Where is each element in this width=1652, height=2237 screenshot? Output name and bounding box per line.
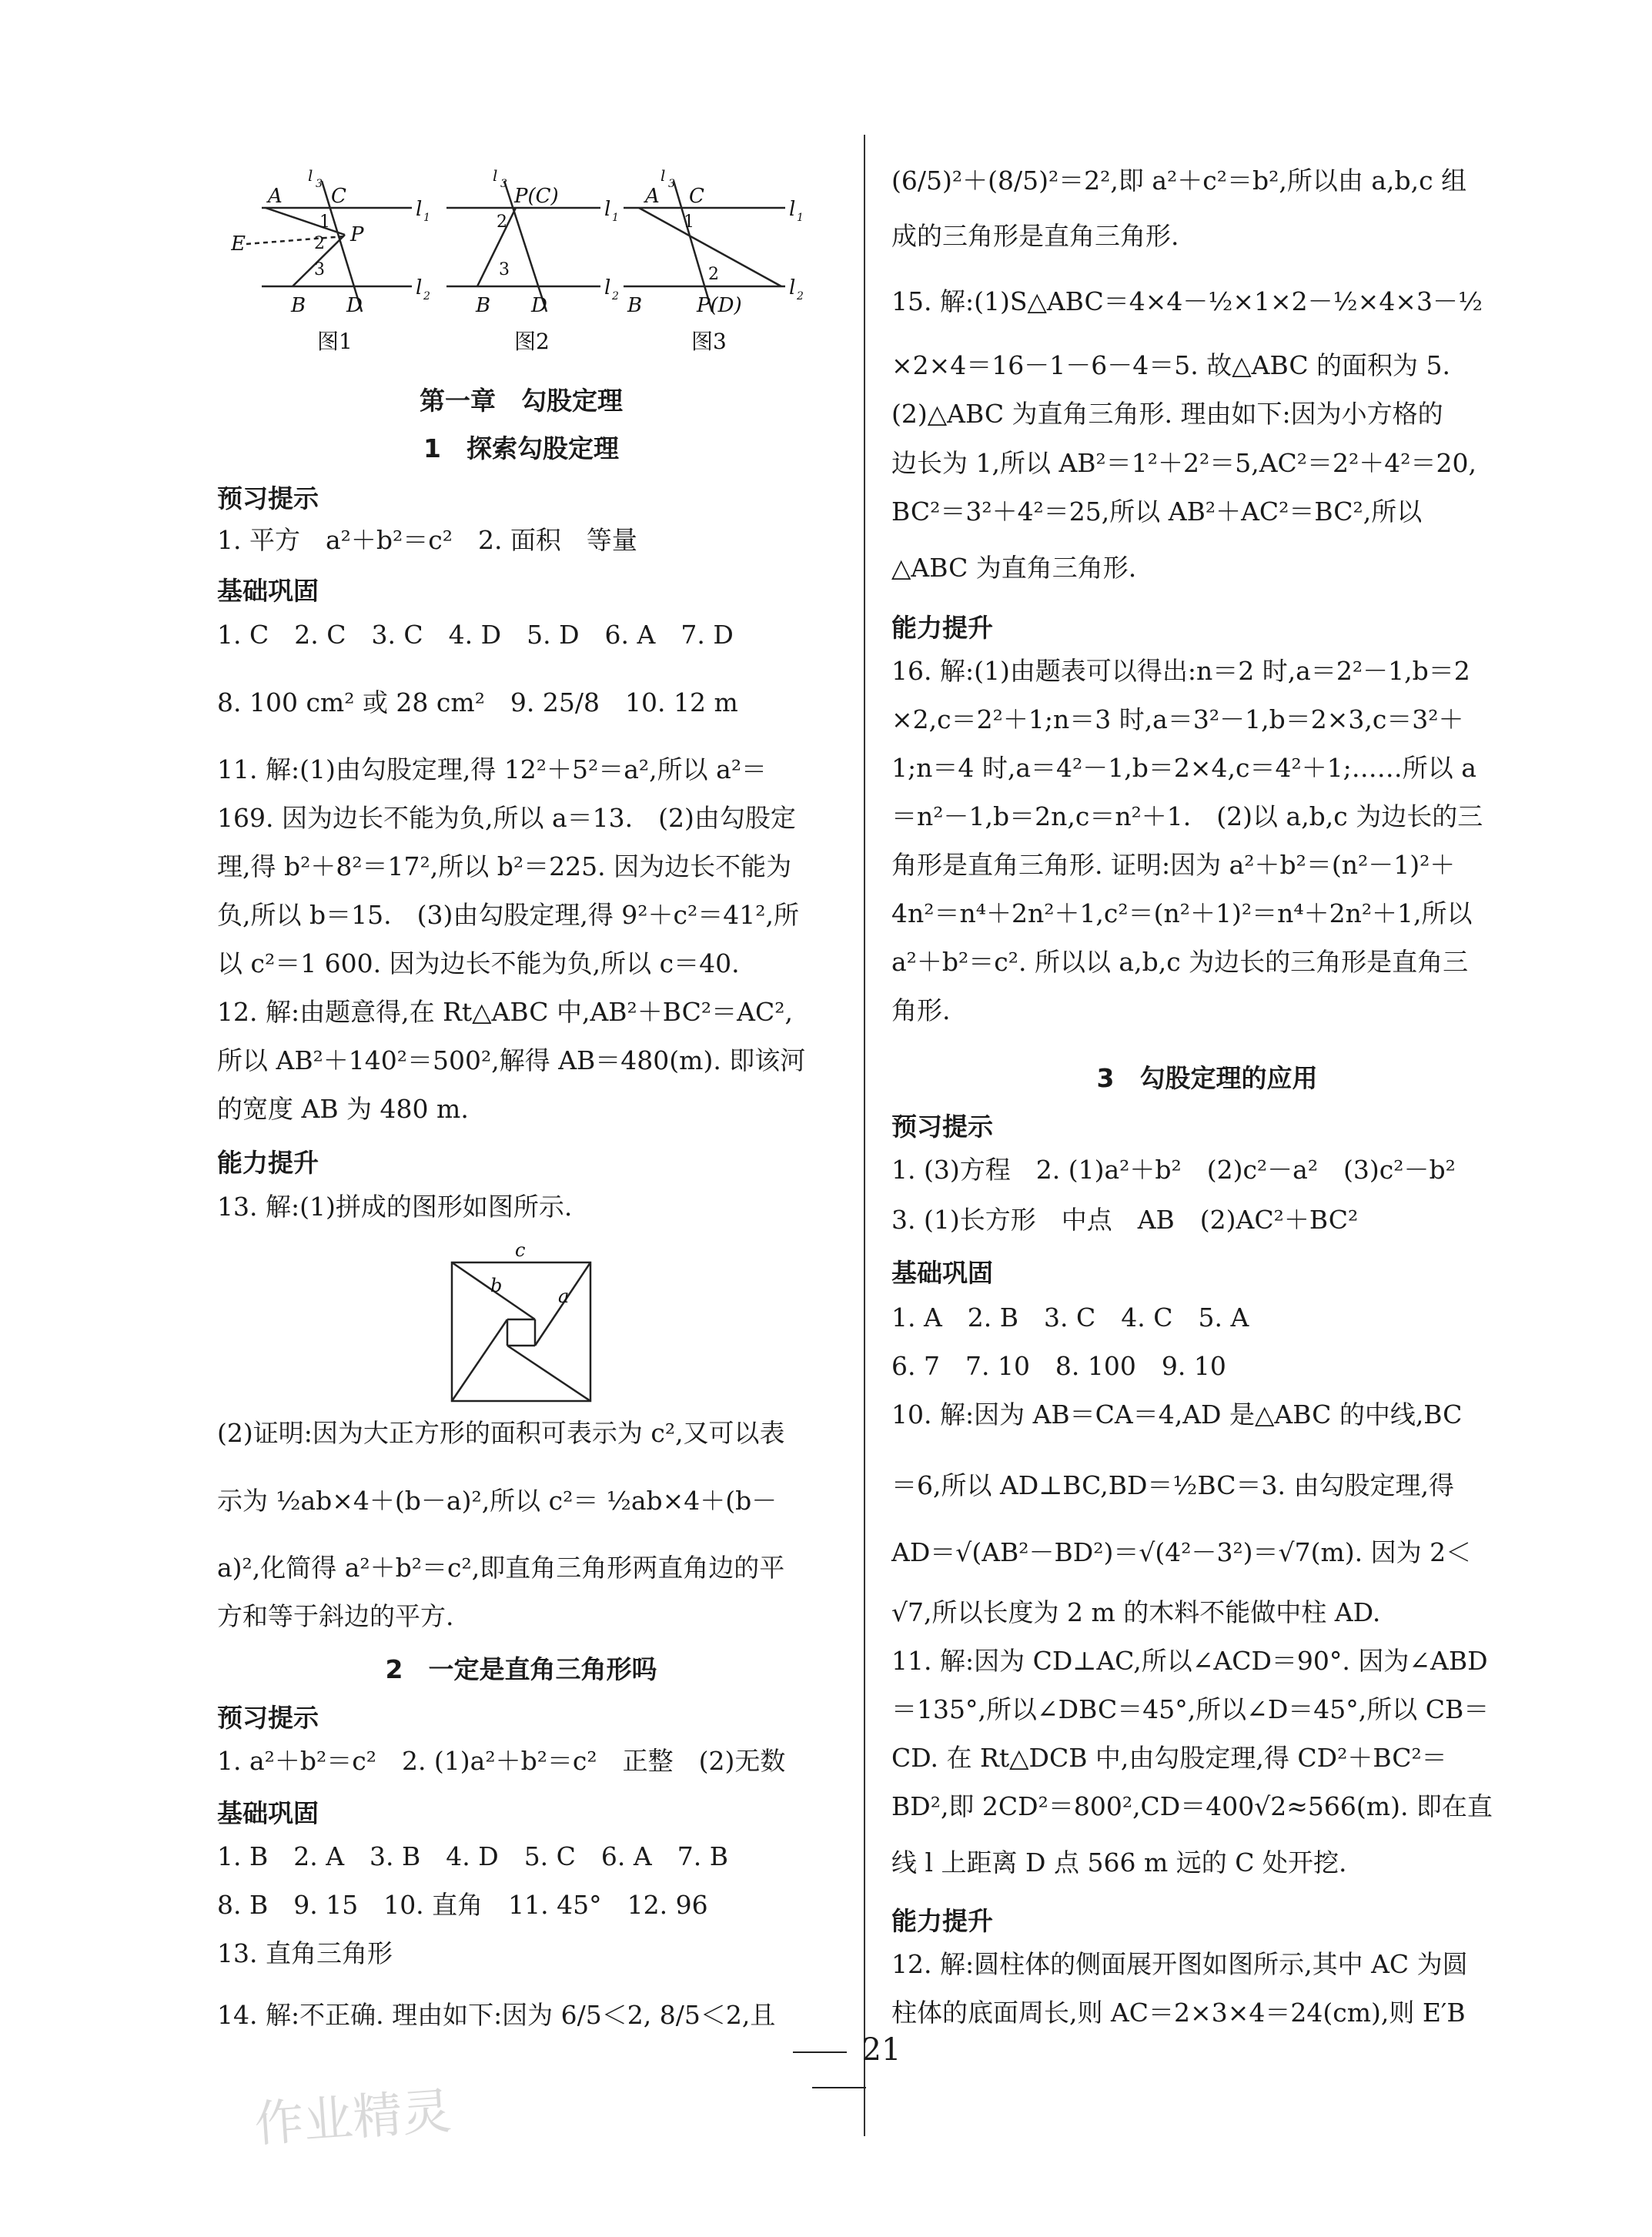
- s1-basic-heading: 基础巩固: [217, 576, 319, 606]
- q11r-line-1: 11. 解:因为 CD⊥AC,所以∠ACD＝90°. 因为∠ABD: [891, 1646, 1488, 1676]
- q12r-line-1: 12. 解:圆柱体的侧面展开图如图所示,其中 AC 为圆: [891, 1949, 1468, 1979]
- q16-line-8: 角形.: [891, 995, 951, 1025]
- q12-line-1: 12. 解:由题意得,在 Rt△ABC 中,AB²＋BC²＝AC²,: [217, 997, 793, 1027]
- q11r-line-5: 线 l 上距离 D 点 566 m 远的 C 处开挖.: [891, 1847, 1347, 1878]
- s3-preview-line-2: 3. (1)长方形 中点 AB (2)AC²＋BC²: [891, 1205, 1359, 1235]
- q11-line-5: 以 c²＝1 600. 因为边长不能为负,所以 c＝40.: [217, 948, 740, 978]
- svg-text:P(D): P(D): [697, 294, 742, 317]
- q16-line-2: ×2,c＝2²＋1;n＝3 时,a＝3²－1,b＝2×3,c＝3²＋: [891, 704, 1464, 734]
- q16-line-1: 16. 解:(1)由题表可以得出:n＝2 时,a＝2²－1,b＝2: [891, 656, 1470, 686]
- q12-line-3: 的宽度 AB 为 480 m.: [217, 1094, 469, 1124]
- column-divider: [864, 135, 865, 2136]
- q11-line-1: 11. 解:(1)由勾股定理,得 12²＋5²＝a²,所以 a²＝: [217, 754, 767, 784]
- q14-line-3: 成的三角形是直角三角形.: [891, 221, 1179, 251]
- q10-line-4: √7,所以长度为 2 m 的木料不能做中柱 AD.: [891, 1597, 1381, 1627]
- q15-line-1: 15. 解:(1)S△ABC＝4×4－½×1×2－½×4×3－½: [891, 286, 1483, 316]
- q15-line-4: 边长为 1,所以 AB²＝1²＋2²＝5,AC²＝2²＋4²＝20,: [891, 448, 1476, 478]
- svg-text:B: B: [291, 294, 306, 317]
- svg-text:1: 1: [612, 212, 619, 224]
- q12r-line-2: 柱体的底面周长,则 AC＝2×3×4＝24(cm),则 E′B: [891, 1998, 1466, 2028]
- svg-text:1: 1: [319, 212, 330, 232]
- svg-text:l: l: [416, 276, 423, 299]
- watermark-bottom: 作业精灵: [252, 2083, 453, 2154]
- q15-line-3: (2)△ABC 为直角三角形. 理由如下:因为小方格的: [891, 399, 1443, 429]
- svg-text:1: 1: [797, 212, 804, 224]
- svg-text:2: 2: [708, 265, 719, 284]
- s1-ability-heading: 能力提升: [217, 1148, 319, 1178]
- q14-line-2: (6/5)²＋(8/5)²＝2²,即 a²＋c²＝b²,所以由 a,b,c 组: [891, 166, 1467, 196]
- svg-text:2: 2: [497, 212, 507, 232]
- caption-fig1: 图1: [317, 329, 353, 354]
- s3-preview-heading: 预习提示: [891, 1112, 993, 1142]
- q16-line-3: 1;n＝4 时,a＝4²－1,b＝2×4,c＝4²＋1;……所以 a: [891, 753, 1476, 783]
- s3-basic-line-1: 1. A 2. B 3. C 4. C 5. A: [891, 1302, 1249, 1333]
- svg-text:A: A: [645, 185, 660, 208]
- s2-ability-heading: 能力提升: [891, 613, 993, 643]
- s2-basic-heading: 基础巩固: [217, 1798, 319, 1828]
- svg-text:2: 2: [797, 290, 804, 303]
- svg-text:3: 3: [316, 178, 323, 190]
- q15-line-6: △ABC 为直角三角形.: [891, 553, 1137, 583]
- svg-text:l: l: [789, 276, 796, 299]
- s2-basic-line-1: 1. B 2. A 3. B 4. D 5. C 6. A 7. B: [217, 1841, 728, 1871]
- svg-text:E: E: [231, 232, 246, 256]
- s1-preview-line: 1. 平方 a²＋b²＝c² 2. 面积 等量: [217, 525, 637, 555]
- s2-basic-line-2: 8. B 9. 15 10. 直角 11. 45° 12. 96: [217, 1890, 708, 1920]
- q10-line-3: AD＝√(AB²－BD²)＝√(4²－3²)＝√7(m). 因为 2＜: [891, 1537, 1472, 1567]
- caption-fig2: 图2: [514, 329, 550, 354]
- svg-text:3: 3: [499, 260, 510, 279]
- s2-basic-line-3: 13. 直角三角形: [217, 1938, 393, 1968]
- svg-text:3: 3: [500, 178, 507, 190]
- svg-text:D: D: [531, 294, 547, 317]
- label-A-fig1: A: [268, 185, 283, 208]
- q16-line-7: a²＋b²＝c². 所以以 a,b,c 为边长的三角形是直角三: [891, 947, 1469, 977]
- s1-preview-heading: 预习提示: [217, 483, 319, 513]
- caption-fig3: 图3: [691, 329, 727, 354]
- s2-preview-line: 1. a²＋b²＝c² 2. (1)a²＋b²＝c² 正整 (2)无数: [217, 1746, 786, 1776]
- svg-text:C: C: [689, 185, 704, 208]
- q13-line-1: 13. 解:(1)拼成的图形如图所示.: [217, 1192, 573, 1222]
- figure-square-proof: [436, 1239, 606, 1416]
- q16-line-5: 角形是直角三角形. 证明:因为 a²＋b²＝(n²－1)²＋: [891, 850, 1456, 880]
- section-3-title: 3 勾股定理的应用: [1096, 1063, 1318, 1093]
- s1-basic-line-2: 8. 100 cm² 或 28 cm² 9. 25/8 10. 12 m: [217, 687, 738, 717]
- s2-preview-heading: 预习提示: [217, 1703, 319, 1733]
- q13-line-2: (2)证明:因为大正方形的面积可表示为 c²,又可以表: [217, 1418, 785, 1448]
- svg-text:D: D: [346, 294, 363, 317]
- s3-preview-line-1: 1. (3)方程 2. (1)a²＋b² (2)c²－a² (3)c²－b²: [891, 1155, 1456, 1185]
- svg-text:l: l: [660, 166, 666, 185]
- svg-text:P: P: [350, 223, 364, 246]
- svg-text:c: c: [515, 1239, 526, 1261]
- svg-text:B: B: [476, 294, 491, 317]
- page-number-value: 21: [861, 2032, 901, 2068]
- q11r-line-4: BD²,即 2CD²＝800²,CD＝400√2≈566(m). 即在直: [891, 1791, 1493, 1821]
- svg-text:l: l: [416, 198, 423, 221]
- svg-text:l: l: [308, 166, 313, 185]
- svg-text:l: l: [604, 276, 611, 299]
- q12-line-2: 所以 AB²＋140²＝500²,解得 AB＝480(m). 即该河: [217, 1045, 806, 1075]
- page-number: [754, 2032, 924, 2103]
- figure-parallel-lines: [231, 150, 831, 358]
- q13-line-4: a)²,化简得 a²＋b²＝c²,即直角三角形两直角边的平: [217, 1553, 785, 1583]
- s1-basic-line-1: 1. C 2. C 3. C 4. D 5. D 6. A 7. D: [217, 620, 734, 650]
- q16-line-6: 4n²＝n⁴＋2n²＋1,c²＝(n²＋1)²＝n⁴＋2n²＋1,所以: [891, 898, 1473, 928]
- svg-text:2: 2: [314, 234, 325, 253]
- svg-text:C: C: [331, 185, 346, 208]
- q10-line-1: 10. 解:因为 AB＝CA＝4,AD 是△ABC 的中线,BC: [891, 1399, 1463, 1429]
- chapter-title: 第一章 勾股定理: [420, 386, 623, 416]
- q11-line-2: 169. 因为边长不能为负,所以 a＝13. (2)由勾股定: [217, 803, 796, 833]
- section-2-title: 2 一定是直角三角形吗: [385, 1654, 657, 1684]
- s3-basic-line-2: 6. 7 7. 10 8. 100 9. 10: [891, 1351, 1226, 1381]
- q11r-line-2: ＝135°,所以∠DBC＝45°,所以∠D＝45°,所以 CB＝: [891, 1694, 1490, 1724]
- svg-text:B: B: [627, 294, 643, 317]
- q15-line-5: BC²＝3²＋4²＝25,所以 AB²＋AC²＝BC²,所以: [891, 497, 1423, 527]
- svg-text:l: l: [789, 198, 796, 221]
- q13-line-3: 示为 ½ab×4＋(b－a)²,所以 c²＝ ½ab×4＋(b－: [217, 1486, 778, 1516]
- q11r-line-3: CD. 在 Rt△DCB 中,由勾股定理,得 CD²＋BC²＝: [891, 1743, 1447, 1773]
- q10-line-2: ＝6,所以 AD⊥BC,BD＝½BC＝3. 由勾股定理,得: [891, 1470, 1454, 1500]
- q11-line-3: 理,得 b²＋8²＝17²,所以 b²＝225. 因为边长不能为: [217, 851, 792, 881]
- svg-text:l: l: [604, 198, 611, 221]
- svg-text:a: a: [558, 1286, 570, 1307]
- svg-text:1: 1: [684, 212, 694, 232]
- q13-line-5: 方和等于斜边的平方.: [217, 1601, 454, 1631]
- svg-text:3: 3: [668, 178, 675, 190]
- svg-text:3: 3: [314, 260, 325, 279]
- s3-basic-heading: 基础巩固: [891, 1258, 993, 1288]
- s3-ability-heading: 能力提升: [891, 1906, 993, 1936]
- section-1-title: 1 探索勾股定理: [423, 433, 619, 463]
- svg-text:b: b: [490, 1275, 503, 1296]
- svg-text:l: l: [493, 166, 498, 185]
- q14-line-1: 14. 解:不正确. 理由如下:因为 6/5＜2, 8/5＜2,且: [217, 2000, 776, 2030]
- q16-line-4: ＝n²－1,b＝2n,c＝n²＋1. (2)以 a,b,c 为边长的三: [891, 801, 1483, 831]
- svg-text:2: 2: [612, 290, 619, 303]
- svg-text:1: 1: [423, 212, 430, 224]
- svg-text:2: 2: [423, 290, 430, 303]
- q15-line-2: ×2×4＝16－1－6－4＝5. 故△ABC 的面积为 5.: [891, 350, 1451, 380]
- q11-line-4: 负,所以 b＝15. (3)由勾股定理,得 9²＋c²＝41²,所: [217, 900, 799, 930]
- svg-text:P(C): P(C): [514, 185, 559, 208]
